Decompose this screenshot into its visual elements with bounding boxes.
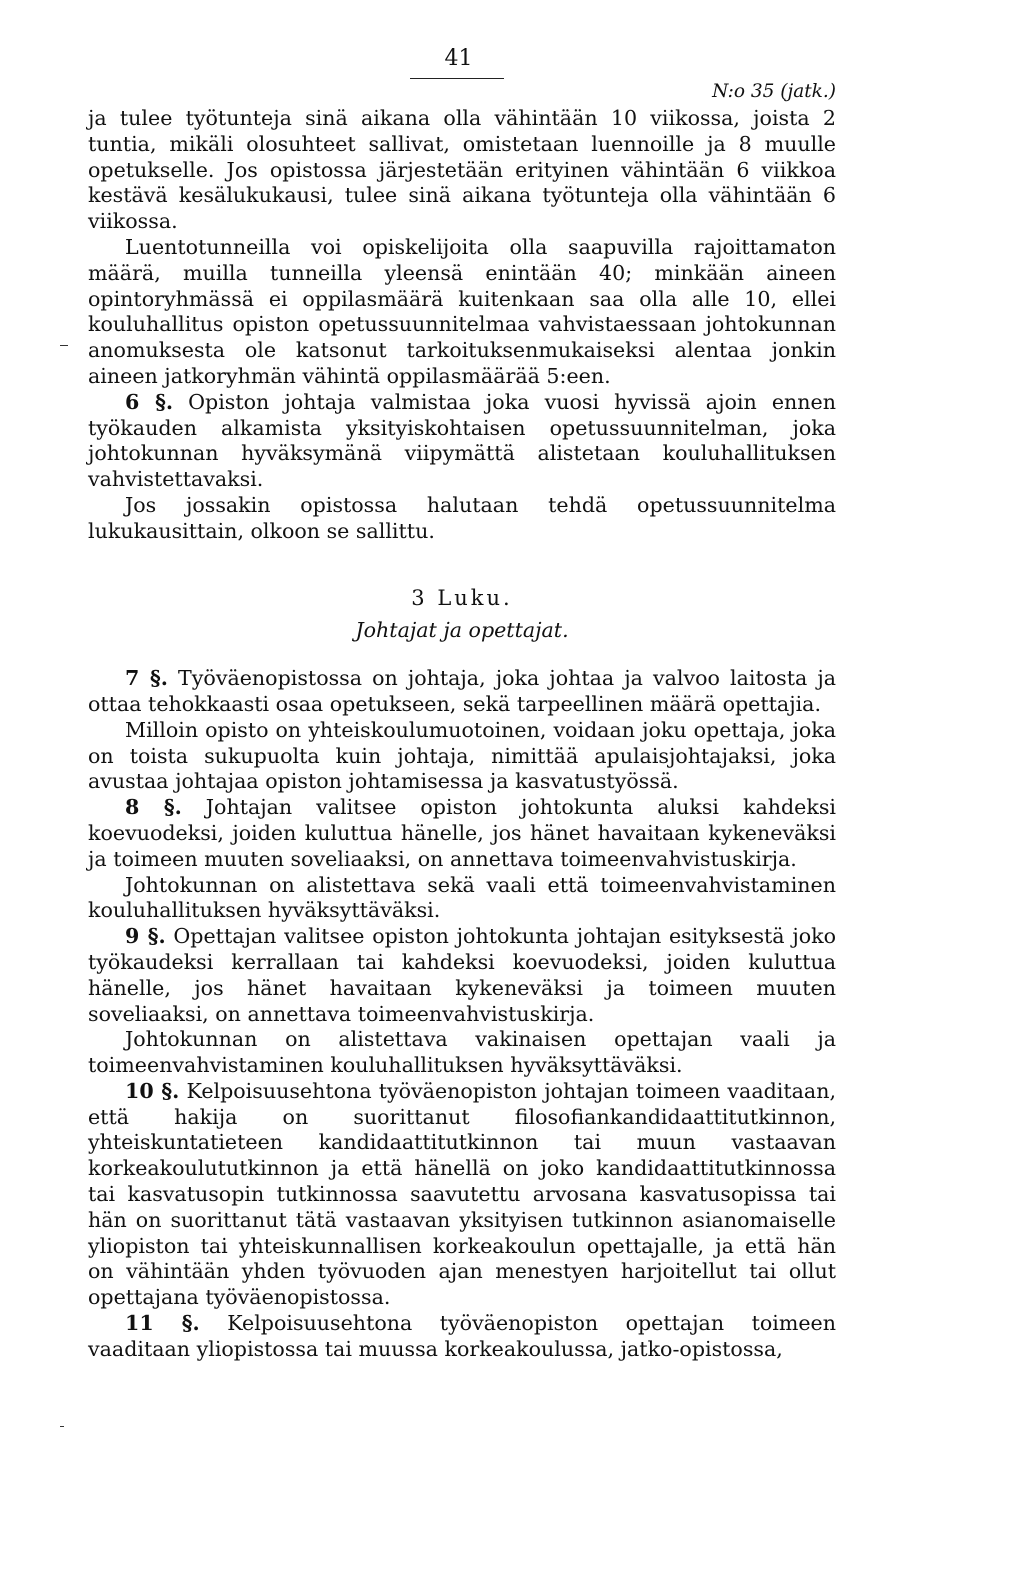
section-text: Työväenopistossa on johtaja, joka johtaa ja valvoo laitosta ja ottaa tehokkaasti osaa opetukseen, sekä tarpeellinen määrä opettajia.	[88, 666, 836, 716]
section-text: Kelpoisuusehtona työväenopiston opettajan toimeen vaaditaan yliopistossa tai muussa korkeakoulussa, jatko-opistossa,	[88, 1311, 836, 1361]
section-number: 7 §.	[125, 666, 168, 691]
paragraph-assistant-director: Milloin opisto on yhteiskoulumuotoinen, voidaan joku opettaja, joka on toista sukupuolta kuin johtaja, nimittää apulaisjohtajaksi, joka avustaa johtajaa opiston johtamisessa ja kasvatustyössä.	[88, 717, 836, 794]
section-text: Opiston johtaja valmistaa joka vuosi hyvissä ajoin ennen työkauden alkamista yksityiskohtaisen opetussuunnitelman, joka johtokunnan hyväksymänä viipymättä alistetaan kouluhallituksen vahvistettavaksi.	[88, 389, 836, 492]
section-9	[88, 924, 836, 1027]
section-11	[88, 1311, 836, 1363]
paragraph-teacher-approval: Johtokunnan on alistettava vakinaisen opettajan vaali ja toimeenvahvistaminen kouluhallituksen hyväksyttäväksi.	[88, 1027, 836, 1078]
section-text: Opettajan valitsee opiston johtokunta johtajan esityksestä joko työkaudeksi kerrallaan tai kahdeksi koevuodeksi, joiden kuluttua hänelle, jos hänet havaitaan kykeneväksi ja toimeen muuten soveliaaksi, on annettava toimeenvahvistuskirja.	[88, 924, 837, 1026]
section-text: Kelpoisuusehtona työväenopiston johtajan toimeen vaaditaan, että hakija on suorittanut filosofiankandidaattitutkinnon, yhteiskuntatieteen kandidaattitutkinnon tai muun vastaavan korkeakoulututkinnon ja että hänellä on joko kandidaattitutkinnossa tai kasvatusopin tutkinnossa saavutettu arvosana kasvatusopissa tai hän on suorittanut tätä vastaavan yksityisen tutkinnon asianomaiselle yliopiston tai yhteiskunnallisen korkeakoulun opettajalle, ja että hän on vähintään yhden työvuoden ajan menestyen harjoitellut tai ollut opettajana työväenopistossa.	[88, 1078, 837, 1310]
section-8	[88, 795, 836, 872]
page-number: 41	[444, 46, 473, 71]
section-10	[88, 1079, 836, 1311]
body-text	[88, 106, 836, 1363]
section-number: 6 §.	[125, 389, 174, 414]
paragraph-continuation: ja tulee työtunteja sinä aikana olla vähintään 10 viikossa, joista 2 tuntia, mikäli olosuhteet sallivat, omistetaan luennoille ja 8 muulle opetukselle. Jos opistossa järjestetään erityinen vähintään 6 viikkoa kestävä kesälukukausi, tulee sinä aikana työtunteja olla vähintään 6 viikossa.	[88, 106, 836, 234]
section-7	[88, 666, 836, 718]
section-number: 9 §.	[125, 924, 166, 949]
section-text: Johtajan valitsee opiston johtokunta aluksi kahdeksi koevuodeksi, joiden kuluttua hänelle, jos hänet havaitaan kykeneväksi ja toimeen muuten soveliaaksi, on annettava toimeenvahvistuskirja.	[88, 795, 836, 871]
section-6	[88, 390, 836, 493]
running-head: N:o 35 (jatk.)	[712, 81, 836, 102]
chapter-heading: 3 Luku.	[411, 585, 513, 610]
paragraph-board-approval: Johtokunnan on alistettava sekä vaali että toimeenvahvistaminen kouluhallituksen hyväksyttäväksi.	[88, 872, 836, 923]
paragraph-semester-plan: Jos jossakin opistossa halutaan tehdä opetussuunnitelma lukukausittain, olkoon se sallittu.	[88, 492, 836, 543]
margin-mark	[60, 1426, 64, 1427]
margin-mark	[60, 345, 68, 346]
paragraph-lecture-hours: Luentotunneilla voi opiskelijoita olla saapuvilla rajoittamaton määrä, muilla tunneilla yleensä enintään 40; minkään aineen opintoryhmässä ei oppilasmäärä kuitenkaan saa olla alle 10, ellei kouluhallitus opiston opetussuunnitelmaa vahvistaessaan johtokunnan anomuksesta ole katsonut tarkoituksenmukaiseksi alentaa jonkin aineen jatkoryhmän vähintä oppilasmäärää 5:een.	[88, 234, 836, 388]
section-number: 11 §.	[125, 1311, 200, 1336]
chapter-subtitle: Johtajat ja opettajat.	[355, 618, 569, 643]
section-number: 10 §.	[125, 1078, 180, 1103]
header-rule	[410, 78, 504, 79]
section-number: 8 §.	[125, 795, 182, 820]
